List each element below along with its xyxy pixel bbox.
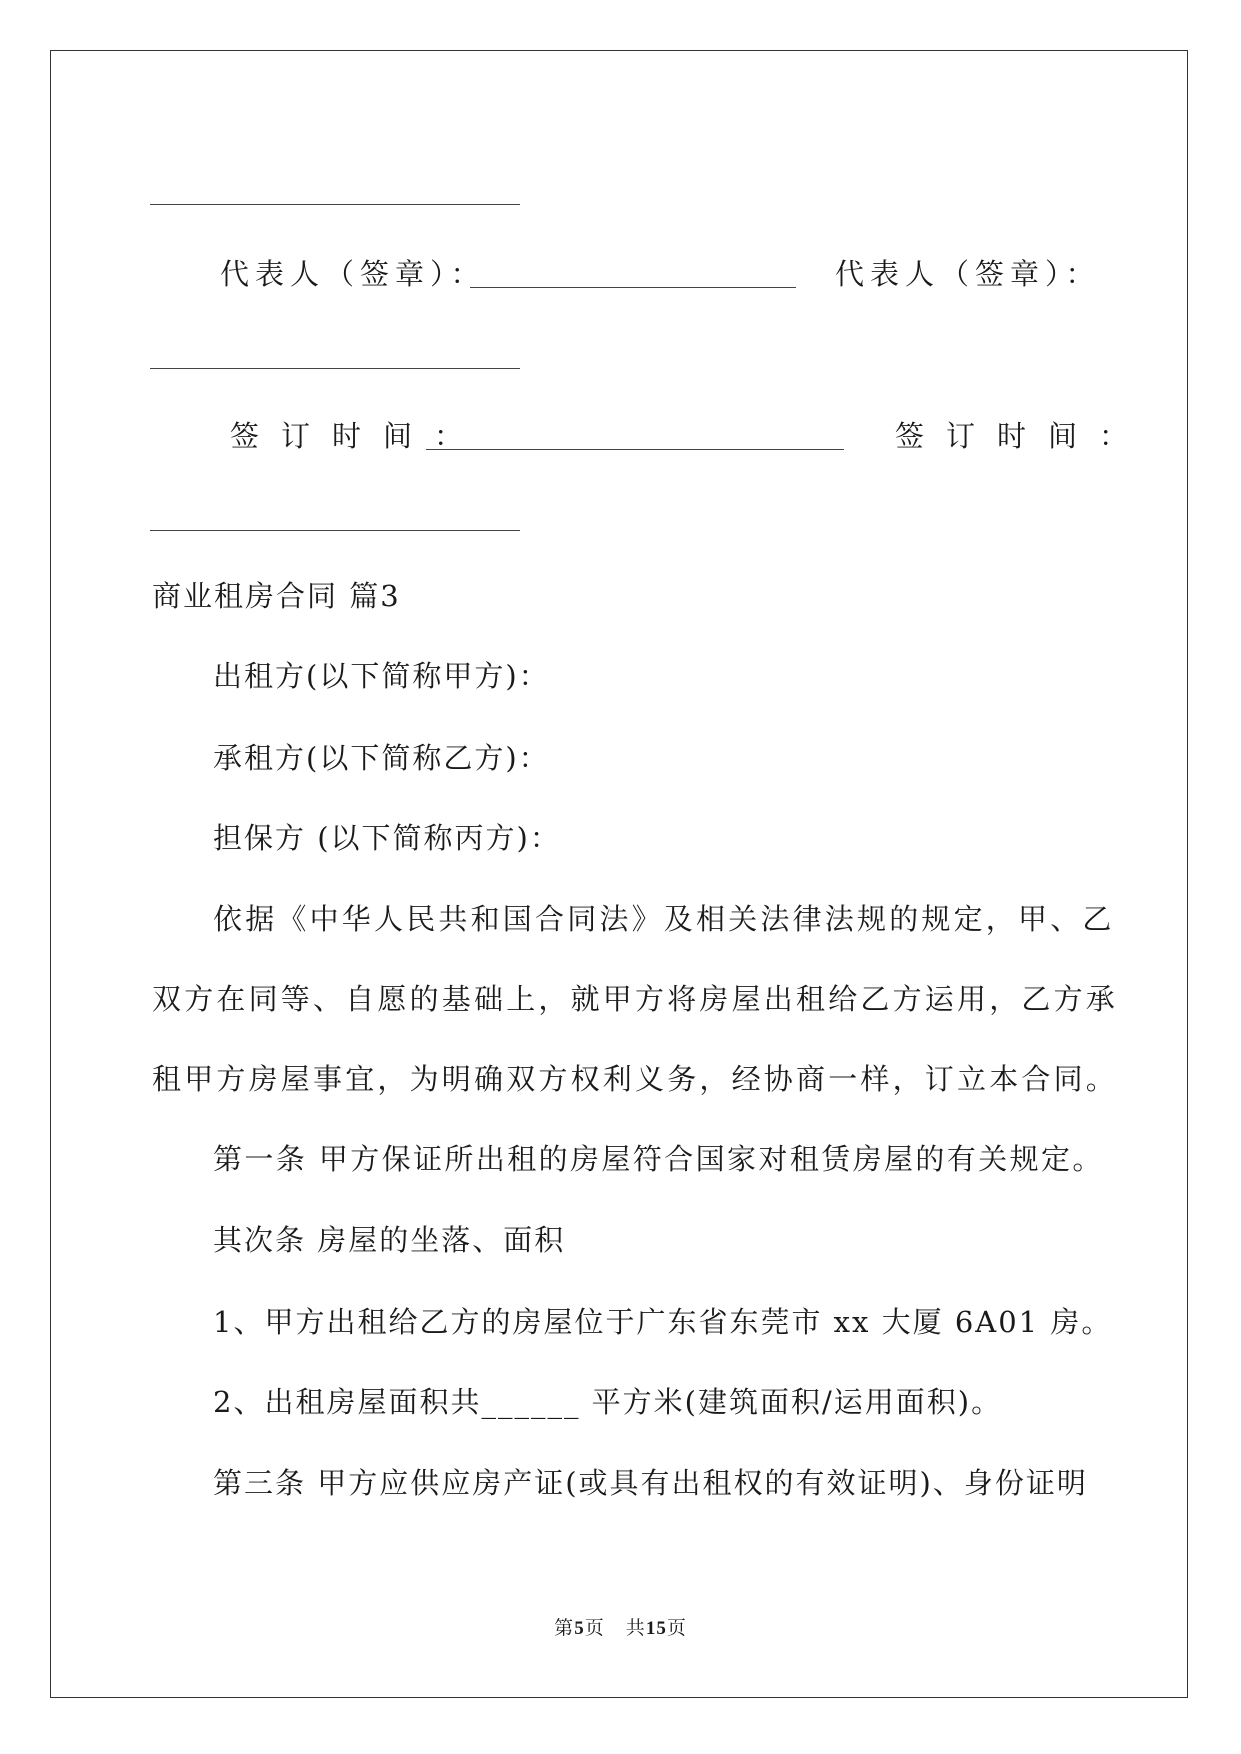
article-2-title: 其次条 房屋的坐落、面积	[213, 1223, 566, 1257]
page-footer	[0, 1616, 1241, 1641]
page-prefix: 第	[554, 1617, 575, 1639]
signature-blank-line	[150, 368, 520, 369]
party-lessor: 出租方(以下简称甲方)：	[213, 659, 550, 693]
signing-date-label-left: 签订时间：	[230, 419, 486, 453]
preamble-line: 租甲方房屋事宜，为明确双方权利义务，经协商一样，订立本合同。	[152, 1062, 1119, 1096]
page-border	[50, 50, 1188, 1698]
page-number: 5	[574, 1618, 585, 1639]
article-1: 第一条 甲方保证所出租的房屋符合国家对租赁房屋的有关规定。	[213, 1142, 1104, 1176]
preamble-line: 依据《中华人民共和国合同法》及相关法律法规的规定，甲、乙	[213, 902, 1115, 936]
party-guarantor: 担保方 (以下简称丙方)：	[213, 821, 561, 855]
preamble-line: 双方在同等、自愿的基础上，就甲方将房屋出租给乙方运用，乙方承	[152, 982, 1119, 1016]
page-total: 15	[645, 1618, 667, 1639]
article-2-item-1: 1、甲方出租给乙方的房屋位于广东省东莞市 xx 大厦 6A01 房。	[213, 1305, 1113, 1339]
party-lessee: 承租方(以下简称乙方)：	[213, 741, 550, 775]
signing-date-label-right: 签订时间：	[895, 419, 1151, 453]
page-suffix: 页	[666, 1617, 687, 1639]
article-3: 第三条 甲方应供应房产证(或具有出租权的有效证明)、身份证明	[213, 1466, 1088, 1500]
signature-blank-line	[150, 530, 520, 531]
representative-label-left: 代表人（签章）：	[220, 257, 486, 291]
signing-date-blank-left	[426, 449, 844, 450]
representative-blank-left	[470, 287, 796, 288]
article-2-item-2: 2、出租房屋面积共______ 平方米(建筑面积/运用面积)。	[213, 1385, 1003, 1419]
signature-blank-line	[150, 204, 520, 205]
representative-label-right: 代表人（签章）：	[835, 257, 1101, 291]
contract-heading: 商业租房合同 篇3	[152, 579, 401, 613]
page-middle: 页 共	[584, 1617, 646, 1639]
